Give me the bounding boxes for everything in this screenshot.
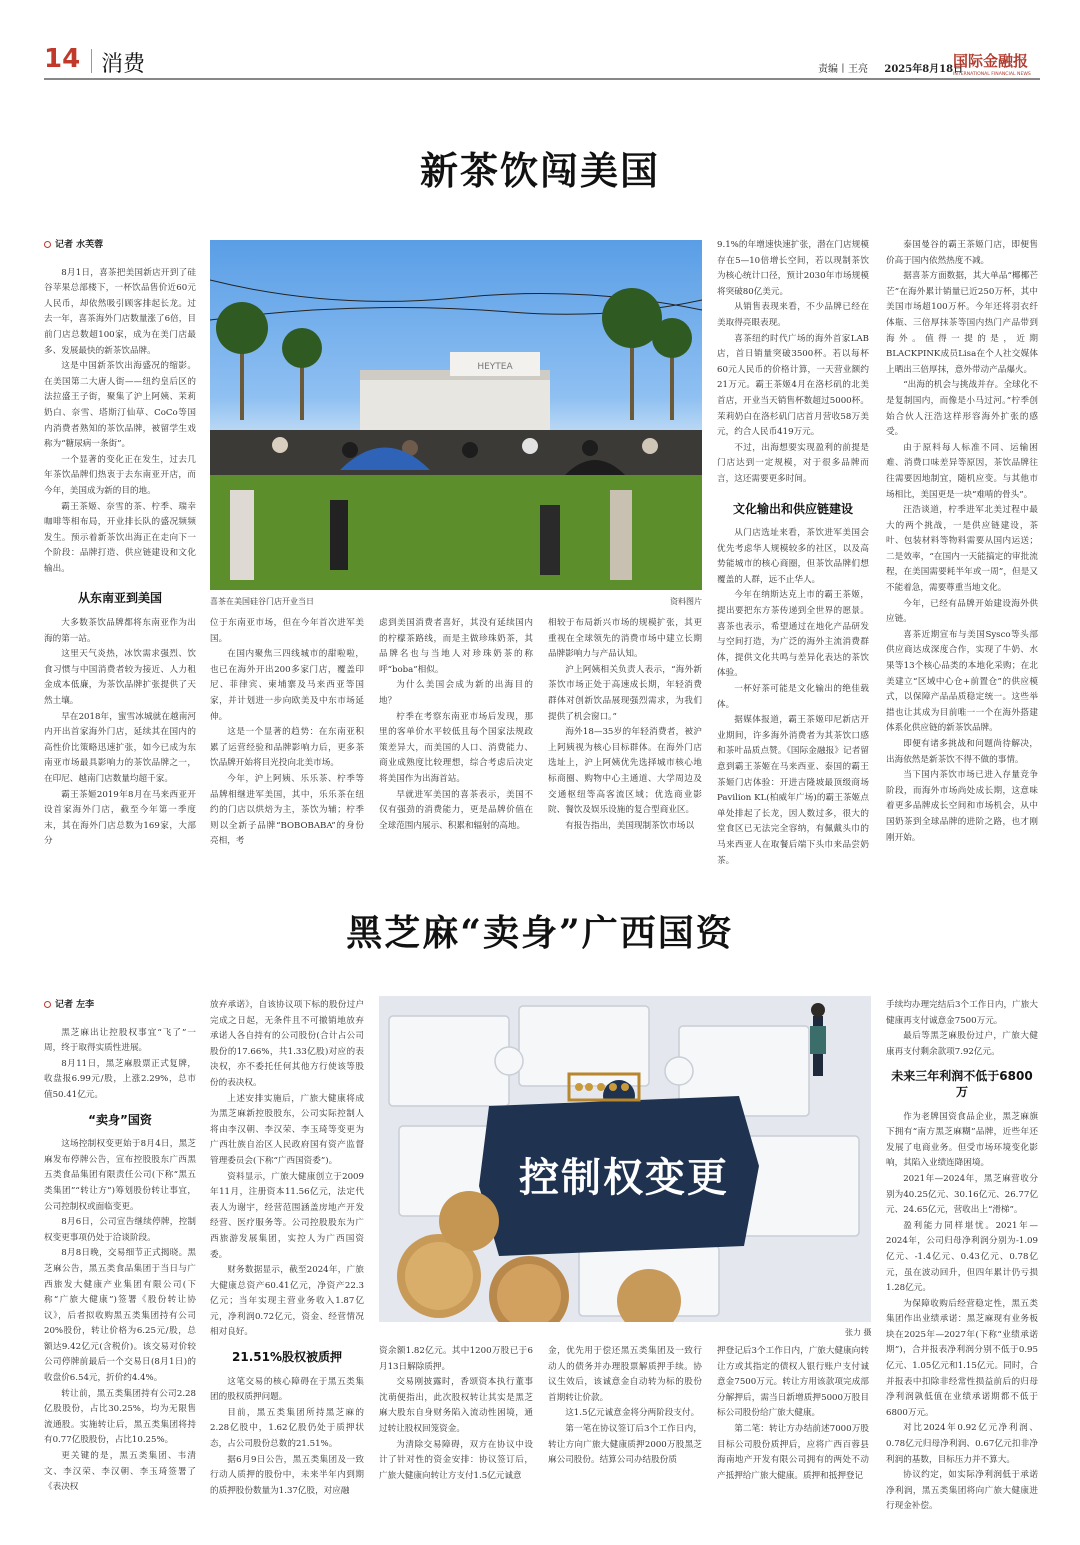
article2-column-1 [44, 998, 196, 1496]
paragraph: 8月11日，黑芝麻股票正式复牌，收盘报6.99元/股，上涨2.29%，总市值50.41亿元。 [44, 1058, 196, 1100]
page-number: 14 [44, 44, 81, 74]
paper-logo-name: 国际金融报 [953, 52, 1029, 70]
paragraph: 早在2018年，蜜雪冰城就在越南河内开出首家海外门店，延续其在国内的高性价比策略迅速扩张，如今已成为东南亚市场最具影响力的茶饮品牌之一，在印尼、越南门店数量均超千家。 [44, 711, 196, 784]
article2-column-3 [379, 1344, 533, 1484]
bullet-circle-icon [44, 241, 51, 248]
paragraph: “出海的机会与挑战并存。全球化不是复制国内，而像是小马过河。”柠季创始合伙人汪浩这样形容海外扩张的感受。 [886, 380, 1038, 438]
paragraph: 不过，出海想要实现盈利的前提是门店达到一定规模，对于很多品牌而言，这还需要更多时间。 [717, 442, 869, 484]
article1-photo-credit: 资料图片 [670, 597, 702, 606]
article2-subheading-1: “卖身”国资 [88, 1112, 152, 1127]
article2-photo-credit: 张力 摄 [845, 1328, 872, 1337]
masthead-divider [91, 49, 92, 73]
paragraph: 交易刚披露时，香颂资本执行董事沈萌便指出，此次股权转让其实是黑芝麻大股东自身财务陷入流动性困境，通过转让股权回笼资金。 [379, 1377, 533, 1434]
masthead-rule [44, 78, 1040, 80]
paragraph: 8月8日晚，交易细节正式揭晓。黑芝麻公告，黑五类食品集团于当日与广西旅发大健康产业集团有限公司(下称“广旅大健康”)签署《股份转让协议》，后者拟收购黑五类集团持有公司20%股份，转让价格为6.25元/股，总额达9.42亿元(含税价)。该交易对价较公司停牌前最后一个交易日(8月1日)的收盘价6.54元，折价约4.4%。 [44, 1248, 196, 1384]
illustration-title-text: 控制权变更 [519, 1155, 729, 1201]
paragraph: 为保障收购后经营稳定性，黑五类集团作出业绩承诺：黑芝麻现有业务板块在2025年—2027年(下称“业绩承诺期”)，合并报表净利润分别不低于0.95亿元、1.05亿元和1.15亿元。同时，合并报表中扣除非经常性损益前后的归母净利润孰低值在业绩承诺期都不低于6800万元。 [886, 1298, 1038, 1418]
article2-illustration [379, 996, 871, 1322]
paragraph: 财务数据显示，截至2024年，广旅大健康总资产60.41亿元，净资产22.3亿元；当年实现主营业务收入1.87亿元，净利润0.72亿元，资金、经营情况相对良好。 [210, 1265, 364, 1338]
paragraph: 黑芝麻出让控股权事宜“飞了”一周，终于取得实质性进展。 [44, 1027, 196, 1054]
paragraph: 8月6日，公司宣告继续停牌，控制权变更事项仍处于洽谈阶段。 [44, 1217, 196, 1243]
paragraph: 据6月9日公告，黑五类集团及一致行动人质押的股份中，未来半年内到期的质押股份数量为1.37亿股，对应融 [210, 1454, 364, 1496]
paragraph: 8月1日，喜茶把美国新店开到了硅谷苹果总部楼下，一杯饮品售价近60元人民币，却依然吸引顾客排起长龙。过去一年，喜茶海外门店数量涨了6倍，目前门店总数超100家，成为在美门店最多、发展最快的新茶饮品牌。 [44, 267, 196, 356]
paragraph: 上述安排实施后，广旅大健康将成为黑芝麻新控股股东，公司实际控制人将由李汉朝、李汉荣、李玉琦等变更为广西壮族自治区人民政府国有资产监督管理委员会(下称“广西国资委”)。 [210, 1093, 364, 1166]
masthead [0, 0, 1080, 80]
article1-column-4 [548, 616, 702, 834]
paragraph: 手续均办理完结后3个工作日内，广旅大健康再支付诚意金7500万元。 [886, 1000, 1038, 1026]
article1-column-2 [210, 616, 364, 850]
paragraph: 为什么美国会成为新的出海目的地？ [379, 680, 533, 706]
paragraph: 这是中国新茶饮出海盛况的缩影。在美国第二大唐人街——纽约皇后区的法拉盛王子街，聚集了沪上阿姨、茉莉奶白、奈雪、塔斯汀仙草、CoCo等国内消费者熟知的茶饮品牌，被留学生戏称为“糖尿病一条街”。 [44, 361, 196, 450]
article1-byline: 记者 水芙蓉 [44, 238, 196, 254]
editor-credit [818, 60, 963, 75]
paragraph: 这1.5亿元诚意金将分两阶段支付。 [565, 1408, 700, 1419]
paragraph: 这笔交易的核心障碍在于黑五类集团的股权质押问题。 [210, 1376, 364, 1403]
article1-subheading-2: 文化输出和供应链建设 [732, 501, 853, 516]
article2-column-5 [717, 1344, 869, 1484]
paragraph: 金，优先用于偿还黑五类集团及一致行动人的债务并办理股票解质押手续。协议生效后，该诚意金自动转为标的股份首期转让价款。 [548, 1346, 702, 1403]
paragraph: 今年在纳斯达克上市的霸王茶姬，提出要把东方茶传递到全世界的愿景。喜茶也表示，希望通过在地化产品研发与空间打造，为广泛的海外主流消费群体，提供文化共鸣与差异化表达的茶饮体验。 [717, 590, 869, 679]
paragraph: 这里天气炎热，冰饮需求强烈、饮食习惯与中国消费者较为接近、人力租金成本低廉，为茶饮品牌扩张提供了天然土壤。 [44, 649, 196, 707]
paragraph: 据喜茶方面数据，其大单品“椰椰芒芒”在海外累计销量已近250万杯，其中美国市场超100万杯。今年还将羽衣纤体瓶、三倍厚抹茶等国内热门产品带到海外。值得一提的是，近期BLACKPINK成员Lisa在个人社交媒体上晒出三倍厚抹，意外带动产品爆火。 [886, 271, 1038, 375]
paragraph: 为清除交易障碍，双方在协议中设计了针对性的资金安排：协议签订后，广旅大健康向转让方支付1.5亿元诚意 [379, 1439, 533, 1481]
paragraph: 押登记后3个工作日内，广旅大健康向转让方或其指定的债权人银行账户支付诚意金7500万元。转让方用该款项完成部分解押后，需当日新增质押5000万股目标公司股份给广旅大健康。 [717, 1346, 869, 1419]
article1-headline: 新茶饮闯美国 [419, 148, 660, 193]
paragraph: 2021年—2024年，黑芝麻营收分别为40.25亿元、30.16亿元、26.77亿元、24.65亿元，营收出上“滑梯”。 [886, 1173, 1038, 1216]
article2-column-4 [548, 1344, 702, 1469]
paragraph: 最后等黑芝麻股份过户，广旅大健康再支付剩余款项7.92亿元。 [886, 1031, 1038, 1057]
paragraph: 更关键的是，黑五类集团、韦清文、李汉荣、李汉朝、李玉琦签署了《表决权 [44, 1451, 196, 1493]
paragraph: 盈利能力同样堪忧。2021年—2024年，公司归母净利润分别为-1.09亿元、-1.4亿元、0.43亿元、0.78亿元，虽在波动回升，但四年累计仍亏损1.28亿元。 [886, 1220, 1038, 1294]
paragraph: 沪上阿姨相关负责人表示，“海外新茶饮市场正处于高速成长期，年轻消费群体对创新饮品展现强烈需求，为我们提供了机会窗口。” [548, 664, 702, 722]
paragraph: 喜茶纽约时代广场的海外首家LAB店，首日销量突破3500杯。若以每杯60元人民币的价格计算，一天营业额约21万元。霸王茶姬4月在洛杉矶的北美首店，开业当天销售杯数超过5000杯。茉莉奶白在洛杉矶门店首月营收58万美元，约合人民币419万元。 [717, 333, 869, 438]
article2-column-6 [886, 998, 1038, 1515]
paragraph: 汪浩谈道，柠季进军北美过程中最大的两个挑战，一是供应链建设，茶叶、包装材料等物料需要从国内运送；二是效率，“在国内一天能搞定的审批流程，在美国需要耗半年或一周”，但是又不能着急，需要尊重当地文化。 [886, 505, 1038, 594]
paragraph: 资余额1.82亿元。其中1200万股已于6月13日解除质押。 [379, 1346, 533, 1372]
article2-subheading-3: 未来三年利润不低于6800万 [891, 1069, 1033, 1099]
paragraph: 即便有诸多挑战和问题尚待解决，出海依然是新茶饮不得不做的事情。 [886, 739, 1038, 765]
article1-photo-caption: 喜茶在美国硅谷门店开业当日 [210, 597, 314, 606]
paragraph: 霸王茶姬2019年8月在马来西亚开设首家海外门店，截至今年第一季度末，其在海外门店总数为169家，大部分 [44, 789, 196, 847]
paragraph: 据媒体报道，霸王茶姬印尼新店开业期间，许多海外消费者为其茶饮口感和茶叶品质点赞。《国际金融报》记者留意到霸王茶姬在马来西亚、泰国的霸王茶姬门店体验：开进吉隆坡最顶级商场Pavilion KL(柏威年广场)的霸王茶姬点单处排起了长龙，因人数过多，很大的堂食区已无法完全容纳，有佩戴头巾的马来西亚人在取餐后端下头巾来品尝奶茶。 [717, 715, 869, 866]
paragraph: 由于原料每人标准不同、运输困难、消费口味差异等原因，茶饮品牌往往需要因地制宜，随机应变。与其他市场相比，美国更是一块“难啃的骨头”。 [886, 442, 1038, 500]
paragraph: 一个显著的变化正在发生，过去几年茶饮品牌们热衷于去东南亚开店，而今年，美国成为新的目的地。 [44, 454, 196, 496]
paragraph: 喜茶近期宣布与美国Sysco等头部供应商达成深度合作，实现了牛奶、水果等13个核心品类的本地化采购；在北美建立“区域中心仓+前置仓”的供应模式，以保障产品品质稳定统一。这些举措也让其成为目前唯一一个在海外搭建体系化供应链的新茶饮品牌。 [886, 629, 1038, 734]
article1-column-1 [44, 238, 196, 850]
paragraph: 协议约定，如实际净利润低于承诺净利润，黑五类集团将向广旅大健康进行现金补偿。 [886, 1470, 1038, 1512]
paragraph: 在国内聚焦三四线城市的甜啦啦，也已在海外开出200多家门店，覆盖印尼、菲律宾、柬埔寨及马来西亚等国家，并计划进一步向欧美及中东市场延伸。 [210, 649, 364, 722]
paragraph: 对比2024年0.92亿元净利润、0.78亿元归母净利润、0.67亿元扣非净利润的基数，目标压力并不算大。 [886, 1423, 1038, 1465]
paragraph: 海外18—35岁的年轻消费者，被沪上阿姨视为核心目标群体。在海外门店选址上，沪上阿姨优先选择城市核心地标商圈、购物中心主通道、大学周边及交通枢纽等高客流区域；优选商业影院、餐饮及娱乐设施的复合型商业区。 [548, 727, 702, 816]
paragraph: 从销售表现来看，不少品牌已经在美取得亮眼表现。 [717, 302, 869, 328]
paragraph: 霸王茶姬、奈雪的茶、柠季、瑞幸咖啡等相布局，开业排长队的盛况频频发生。预示着新茶饮出海正在走向下一个阶段：品牌打造、供应链建设和文化输出。 [44, 501, 196, 574]
article2-column-2 [210, 998, 364, 1499]
article1-subheading-1: 从东南亚到美国 [77, 591, 162, 606]
paragraph: 柠季在考察东南亚市场后发现，那里的客单价水平较低且每个国家法规政策差异大，而美国的人口、消费能力、商业成熟度比较理想，综合考虑后决定将美国作为出海首站。 [379, 711, 533, 784]
editor-name: 责编丨王亮 [818, 64, 868, 75]
article2-headline: 黑芝麻“卖身”广西国资 [346, 912, 734, 954]
heytea-sign: HEYTEA [477, 362, 513, 372]
paragraph: 泰国曼谷的霸王茶姬门店，即便售价高于国内依然热度不减。 [886, 240, 1038, 266]
paragraph: 当下国内茶饮市场已进入存量竞争阶段，而海外市场尚处成长期，这意味着更多品牌成长空间和市场机会，从中国奶茶到全球品牌的进阶之路，也才刚刚开始。 [886, 770, 1038, 843]
paper-logo [953, 50, 1043, 77]
paragraph: 资料显示，广旅大健康创立于2009年11月，注册资本11.56亿元，法定代表人为谢宇，经营范围涵盖房地产开发经营、医疗服务等。公司控股股东为广西旅游发展集团，实控人为广西国资委。 [210, 1171, 364, 1260]
paragraph: 这场控制权变更始于8月4日，黑芝麻发布停牌公告，宣布控股股东广西黑五类食品集团有限责任公司(下称“黑五类集团”“转让方”)筹划股份转让事宜，公司控制权或面临变更。 [44, 1139, 196, 1212]
paragraph: 转让前，黑五类集团持有公司2.28亿股股份，占比30.25%，均为无限售流通股。实施转让后，黑五类集团将持有0.77亿股股份，占比10.25%。 [44, 1388, 196, 1446]
issue-date: 2025年8月18日 [884, 64, 964, 75]
paragraph: 相较于布局新兴市场的规模扩张，其更重视在全球领先的消费市场中建立长期品牌影响力与产品认知。 [548, 618, 702, 660]
article1-column-3 [379, 616, 533, 834]
paragraph: 今年，沪上阿姨、乐乐茶、柠季等品牌相继进军美国，其中，乐乐茶在纽约的门店以烘焙为主，茶饮为辅；柠季则以全新子品牌“BOBOBABA”的身份亮相，考 [210, 773, 364, 847]
paragraph: 放弃承诺》，自该协议项下标的股份过户完成之日起，无条件且不可撤销地放弃承诺人各自持有的公司股份(合计占公司股份的17.66%，共1.33亿股)对应的表决权，亦不委托任何其他方行使该等股份的表决权。 [210, 1000, 364, 1088]
paragraph: 这是一个显著的趋势：在东南亚积累了运营经验和品牌影响力后，更多茶饮品牌开始将目光投向北美市场。 [210, 727, 364, 769]
paragraph: 有报告指出，美国现制茶饮市场以 [565, 820, 695, 831]
bullet-circle-icon [44, 1001, 51, 1008]
article1-column-6 [886, 238, 1038, 846]
paragraph: 目前，黑五类集团所持黑芝麻的2.28亿股中，1.62亿股仍处于质押状态，占公司股份总数的21.51%。 [210, 1407, 364, 1450]
paragraph: 位于东南亚市场，但在今年首次进军美国。 [210, 618, 364, 644]
paragraph: 今年，已经有品牌开始建设海外供应链。 [886, 598, 1038, 625]
paragraph: 第一笔在协议签订后3个工作日内，转让方向广旅大健康质押2000万股黑芝麻公司股份。结算公司办结股份质 [548, 1423, 702, 1466]
article2-byline: 记者 左李 [44, 998, 196, 1014]
paragraph: 一杯好茶可能是文化输出的绝佳载体。 [717, 684, 869, 710]
paragraph: 9.1%的年增速快速扩张，潜在门店规模存在5—10倍增长空间，若以现制茶饮为核心统计口径，预计2030年市场规模将突破80亿美元。 [717, 240, 869, 297]
paragraph: 早就进军美国的喜茶表示，美国不仅有强劲的消费能力，更是品牌价值在全球范围内展示、积累和辐射的高地。 [379, 789, 533, 831]
section-name: 消费 [101, 52, 146, 77]
article1-column-5 [717, 238, 869, 869]
paragraph: 作为老牌国资食品企业，黑芝麻旗下拥有“南方黑芝麻糊”品牌，近些年还发展了电商业务。但受市场环境变化影响，其陷入业绩连降困境。 [886, 1111, 1038, 1169]
paragraph: 虑到美国消费者喜好，其没有延续国内的柠檬茶路线，而是主做珍珠奶茶，其品牌名也与当地人对珍珠奶茶的称呼“boba”相似。 [379, 618, 533, 675]
paragraph: 大多数茶饮品牌都将东南亚作为出海的第一站。 [44, 618, 196, 644]
article2-subheading-2: 21.51%股权被质押 [232, 1350, 342, 1365]
paper-logo-en: INTERNATIONAL FINANCIAL NEWS [953, 72, 1031, 77]
crowd-scene-graphic [210, 240, 702, 590]
article1-photo [210, 240, 702, 590]
paragraph: 从门店选址来看，茶饮进军美国会优先考虑华人规模较多的社区，以及高势能城市的核心商圈，但茶饮品牌们想覆盖的人群，远不止华人。 [717, 528, 869, 585]
paragraph: 第二笔：转让方办结前述7000万股目标公司股份质押后，应将广西百蓉县海南地产开发有限公司拥有的两处不动产抵押给广旅大健康。质押和抵押登记 [717, 1423, 869, 1481]
